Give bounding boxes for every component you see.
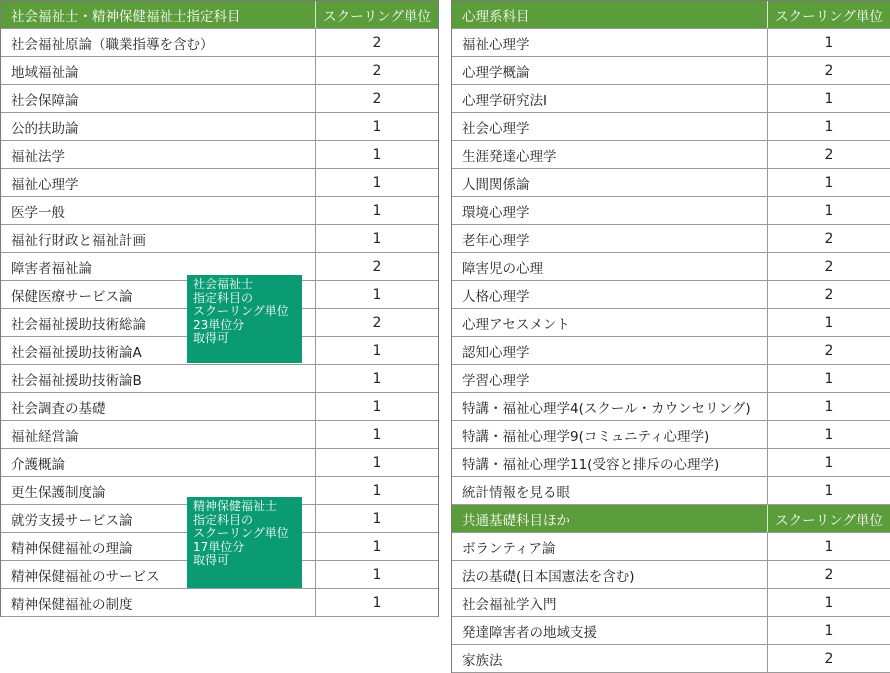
units-cell: 1 [767, 477, 890, 504]
table-row [1, 57, 438, 85]
units-cell: 1 [315, 197, 438, 224]
units-cell: 1 [315, 477, 438, 504]
table-row [1, 141, 438, 169]
table-header [1, 1, 438, 29]
subject-cell: 社会福祉援助技術論B [11, 372, 142, 389]
table-row [452, 309, 890, 337]
units-cell: 1 [767, 29, 890, 56]
subject-cell: 心理アセスメント [462, 316, 570, 333]
subject-cell: 学習心理学 [462, 372, 530, 389]
units-cell: 2 [767, 645, 890, 672]
table-body [452, 29, 890, 505]
units-cell: 1 [767, 617, 890, 644]
units-cell: 1 [315, 533, 438, 560]
table-row [1, 365, 438, 393]
units-cell: 1 [767, 421, 890, 448]
units-cell: 1 [315, 141, 438, 168]
subject-cell: 社会福祉学入門 [462, 596, 557, 613]
units-cell: 1 [767, 365, 890, 392]
table-row [1, 85, 438, 113]
units-cell: 2 [767, 561, 890, 588]
units-cell: 2 [767, 337, 890, 364]
units-cell: 1 [315, 505, 438, 532]
subject-cell: 環境心理学 [462, 204, 530, 221]
units-cell: 1 [315, 393, 438, 420]
table-row [452, 337, 890, 365]
units-cell: 1 [315, 113, 438, 140]
subject-cell: 人格心理学 [462, 288, 530, 305]
header-subject: 共通基礎科目ほか [462, 512, 570, 529]
units-cell: 1 [315, 561, 438, 588]
subject-cell: 心理学概論 [462, 64, 530, 81]
table-row [1, 113, 438, 141]
table-row [452, 225, 890, 253]
units-cell: 1 [315, 337, 438, 364]
subject-cell: 福祉心理学 [11, 176, 79, 193]
table-row [452, 561, 890, 589]
subject-cell: 特講・福祉心理学11(受容と排斥の心理学) [462, 456, 720, 473]
subject-cell: 社会福祉援助技術総論 [11, 316, 146, 333]
table-row [1, 589, 438, 617]
table-row [452, 589, 890, 617]
header-subject: 社会福祉士・精神保健福祉士指定科目 [11, 8, 241, 25]
units-cell: 2 [315, 57, 438, 84]
table-row [452, 477, 890, 505]
header-subject: 心理系科目 [462, 8, 530, 25]
common-subjects-header [452, 505, 890, 533]
subject-cell: 社会調査の基礎 [11, 400, 106, 417]
table-row [452, 281, 890, 309]
units-cell: 1 [315, 365, 438, 392]
units-cell: 1 [315, 421, 438, 448]
units-cell: 2 [315, 309, 438, 336]
subject-cell: 認知心理学 [462, 344, 530, 361]
units-cell: 1 [767, 309, 890, 336]
subject-cell: 社会福祉援助技術論A [11, 344, 142, 361]
table-row [452, 365, 890, 393]
units-cell: 1 [767, 589, 890, 616]
subject-cell: 福祉行財政と福祉計画 [11, 232, 146, 249]
subject-cell: ボランティア論 [462, 540, 556, 557]
subject-cell: 地域福祉論 [11, 64, 79, 81]
units-cell: 2 [315, 29, 438, 56]
table-row [1, 169, 438, 197]
units-cell: 2 [767, 225, 890, 252]
table-row [1, 421, 438, 449]
units-cell: 1 [315, 281, 438, 308]
subject-cell: 老年心理学 [462, 232, 530, 249]
subject-cell: 心理学研究法I [462, 92, 547, 109]
units-cell: 1 [315, 225, 438, 252]
table-row [452, 253, 890, 281]
units-cell: 1 [315, 589, 438, 616]
social-worker-units-note: 社会福祉士 指定科目の スクーリング単位 23単位分 取得可 [187, 275, 302, 363]
subject-cell: 人間関係論 [462, 176, 530, 193]
header-units: スクーリング単位 [767, 1, 890, 28]
units-cell: 2 [767, 141, 890, 168]
subject-cell: 法の基礎(日本国憲法を含む) [462, 568, 635, 585]
units-cell: 1 [767, 533, 890, 560]
table-row [452, 57, 890, 85]
subject-cell: 公的扶助論 [11, 120, 79, 137]
table-header [452, 1, 890, 29]
subject-cell: 更生保護制度論 [11, 484, 106, 501]
table-row [452, 421, 890, 449]
table-row [452, 617, 890, 645]
subject-cell: 統計情報を見る眼 [462, 484, 570, 501]
units-cell: 1 [767, 113, 890, 140]
units-cell: 1 [767, 449, 890, 476]
units-cell: 1 [315, 449, 438, 476]
table-row [1, 449, 438, 477]
subject-cell: 福祉経営論 [11, 428, 79, 445]
subject-cell: 保健医療サービス論 [11, 288, 133, 305]
table-row [1, 393, 438, 421]
subject-cell: 社会保障論 [11, 92, 79, 109]
subject-cell: 特講・福祉心理学4(スクール・カウンセリング) [462, 400, 751, 417]
subject-cell: 精神保健福祉の制度 [11, 596, 133, 613]
units-cell: 1 [767, 85, 890, 112]
table-row [1, 225, 438, 253]
units-cell: 1 [315, 169, 438, 196]
subject-cell: 就労支援サービス論 [11, 512, 133, 529]
subject-cell: 医学一般 [11, 204, 65, 221]
table-row [452, 29, 890, 57]
table-row [452, 141, 890, 169]
common-subjects-body [452, 533, 890, 673]
subject-cell: 精神保健福祉の理論 [11, 540, 133, 557]
psychology-subjects-table [451, 0, 890, 673]
table-row [452, 449, 890, 477]
subject-cell: 家族法 [462, 652, 503, 669]
table-row [452, 645, 890, 673]
subject-cell: 介護概論 [11, 456, 65, 473]
units-cell: 1 [767, 393, 890, 420]
table-row [452, 197, 890, 225]
subject-cell: 福祉心理学 [462, 36, 530, 53]
table-row [452, 113, 890, 141]
subject-cell: 精神保健福祉のサービス [11, 568, 160, 585]
subject-cell: 障害児の心理 [462, 260, 543, 277]
units-cell: 2 [315, 85, 438, 112]
units-cell: 2 [767, 253, 890, 280]
units-cell: 2 [767, 281, 890, 308]
subject-cell: 障害者福祉論 [11, 260, 92, 277]
psychiatric-social-worker-units-note: 精神保健福祉士 指定科目の スクーリング単位 17単位分 取得可 [187, 497, 302, 588]
table-row [452, 85, 890, 113]
subject-cell: 発達障害者の地域支援 [462, 624, 597, 641]
units-cell: 2 [315, 253, 438, 280]
units-cell: 2 [767, 57, 890, 84]
subject-cell: 特講・福祉心理学9(コミュニティ心理学) [462, 428, 710, 445]
table-row [1, 197, 438, 225]
table-row [452, 533, 890, 561]
subject-cell: 生涯発達心理学 [462, 148, 557, 165]
header-units: スクーリング単位 [767, 505, 890, 532]
subject-cell: 社会心理学 [462, 120, 530, 137]
subject-cell: 社会福祉原論（職業指導を含む） [11, 36, 214, 53]
units-cell: 1 [767, 197, 890, 224]
table-row [452, 169, 890, 197]
subject-cell: 福祉法学 [11, 148, 65, 165]
units-cell: 1 [767, 169, 890, 196]
table-row [1, 29, 438, 57]
table-row [452, 393, 890, 421]
header-units: スクーリング単位 [315, 1, 438, 28]
